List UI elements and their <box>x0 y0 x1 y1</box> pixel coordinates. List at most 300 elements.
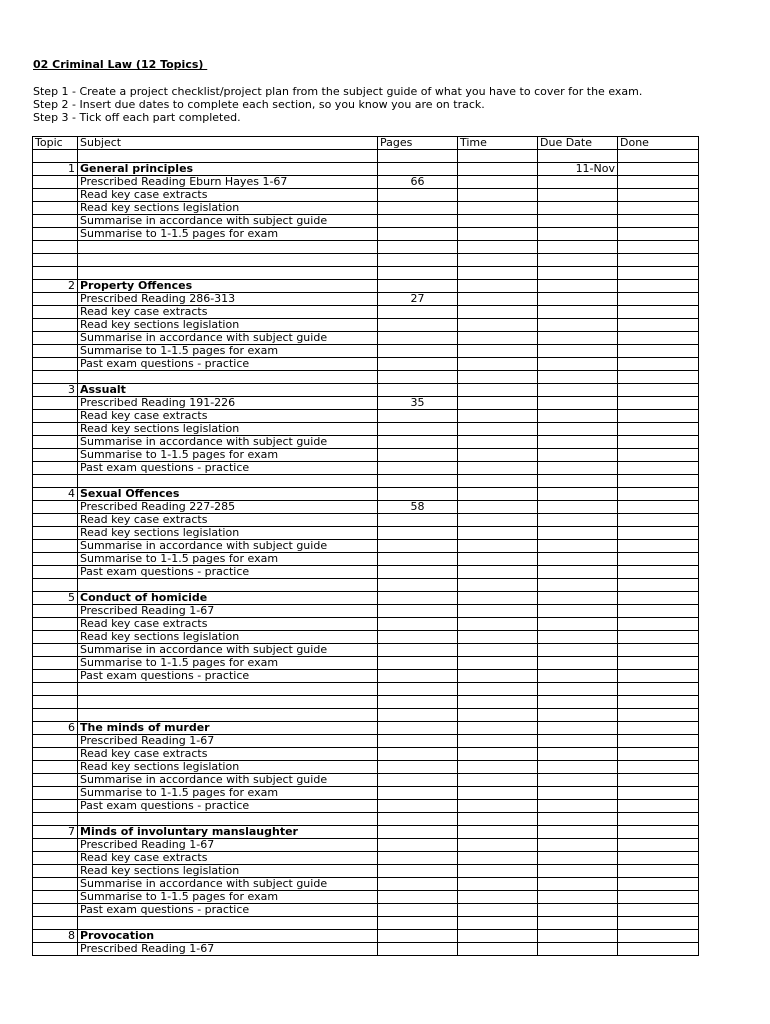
due-date-cell[interactable] <box>538 423 618 436</box>
topic-cell[interactable] <box>33 865 78 878</box>
pages-cell[interactable] <box>378 709 458 722</box>
subject-cell[interactable] <box>78 683 378 696</box>
topic-cell[interactable] <box>33 761 78 774</box>
time-cell[interactable] <box>458 228 538 241</box>
subject-cell[interactable]: Past exam questions - practice <box>78 462 378 475</box>
pages-cell[interactable] <box>378 358 458 371</box>
done-cell[interactable] <box>618 267 699 280</box>
time-cell[interactable] <box>458 527 538 540</box>
time-cell[interactable] <box>458 397 538 410</box>
due-date-cell[interactable] <box>538 371 618 384</box>
done-cell[interactable] <box>618 696 699 709</box>
pages-cell[interactable]: 35 <box>378 397 458 410</box>
pages-cell[interactable] <box>378 605 458 618</box>
done-cell[interactable] <box>618 280 699 293</box>
pages-cell[interactable] <box>378 943 458 956</box>
done-cell[interactable] <box>618 345 699 358</box>
subject-cell[interactable]: Past exam questions - practice <box>78 670 378 683</box>
pages-cell[interactable] <box>378 904 458 917</box>
pages-cell[interactable] <box>378 163 458 176</box>
time-cell[interactable] <box>458 735 538 748</box>
due-date-cell[interactable] <box>538 293 618 306</box>
subject-cell[interactable]: Read key case extracts <box>78 306 378 319</box>
time-cell[interactable] <box>458 592 538 605</box>
subject-cell[interactable]: Summarise in accordance with subject guide <box>78 215 378 228</box>
due-date-cell[interactable] <box>538 592 618 605</box>
pages-cell[interactable] <box>378 683 458 696</box>
pages-cell[interactable] <box>378 566 458 579</box>
topic-cell[interactable] <box>33 410 78 423</box>
topic-cell[interactable] <box>33 228 78 241</box>
pages-cell[interactable] <box>378 306 458 319</box>
topic-cell[interactable] <box>33 709 78 722</box>
topic-cell[interactable]: 6 <box>33 722 78 735</box>
done-cell[interactable] <box>618 163 699 176</box>
topic-cell[interactable] <box>33 904 78 917</box>
pages-cell[interactable] <box>378 332 458 345</box>
done-cell[interactable] <box>618 722 699 735</box>
time-cell[interactable] <box>458 163 538 176</box>
due-date-cell[interactable] <box>538 865 618 878</box>
due-date-cell[interactable] <box>538 436 618 449</box>
done-cell[interactable] <box>618 189 699 202</box>
done-cell[interactable] <box>618 527 699 540</box>
subject-cell[interactable]: Summarise to 1-1.5 pages for exam <box>78 787 378 800</box>
pages-cell[interactable] <box>378 514 458 527</box>
due-date-cell[interactable] <box>538 267 618 280</box>
pages-cell[interactable] <box>378 839 458 852</box>
done-cell[interactable] <box>618 774 699 787</box>
done-cell[interactable] <box>618 605 699 618</box>
pages-cell[interactable] <box>378 436 458 449</box>
time-cell[interactable] <box>458 943 538 956</box>
pages-cell[interactable] <box>378 696 458 709</box>
pages-cell[interactable] <box>378 228 458 241</box>
done-cell[interactable] <box>618 449 699 462</box>
subject-cell[interactable]: Summarise to 1-1.5 pages for exam <box>78 657 378 670</box>
pages-cell[interactable] <box>378 774 458 787</box>
pages-cell[interactable] <box>378 553 458 566</box>
done-cell[interactable] <box>618 735 699 748</box>
pages-cell[interactable]: 27 <box>378 293 458 306</box>
due-date-cell[interactable] <box>538 891 618 904</box>
topic-cell[interactable] <box>33 319 78 332</box>
subject-cell[interactable] <box>78 696 378 709</box>
topic-cell[interactable]: 8 <box>33 930 78 943</box>
done-cell[interactable] <box>618 228 699 241</box>
subject-cell[interactable] <box>78 709 378 722</box>
topic-cell[interactable] <box>33 150 78 163</box>
due-date-cell[interactable] <box>538 241 618 254</box>
topic-cell[interactable]: 2 <box>33 280 78 293</box>
done-cell[interactable] <box>618 839 699 852</box>
time-cell[interactable] <box>458 254 538 267</box>
due-date-cell[interactable] <box>538 930 618 943</box>
topic-cell[interactable]: 7 <box>33 826 78 839</box>
done-cell[interactable] <box>618 241 699 254</box>
due-date-cell[interactable] <box>538 917 618 930</box>
time-cell[interactable] <box>458 657 538 670</box>
topic-cell[interactable]: 3 <box>33 384 78 397</box>
done-cell[interactable] <box>618 644 699 657</box>
subject-cell[interactable]: Assualt <box>78 384 378 397</box>
pages-cell[interactable] <box>378 202 458 215</box>
subject-cell[interactable]: Read key case extracts <box>78 189 378 202</box>
topic-cell[interactable]: 1 <box>33 163 78 176</box>
time-cell[interactable] <box>458 709 538 722</box>
pages-cell[interactable] <box>378 878 458 891</box>
pages-cell[interactable] <box>378 670 458 683</box>
time-cell[interactable] <box>458 787 538 800</box>
done-cell[interactable] <box>618 917 699 930</box>
done-cell[interactable] <box>618 384 699 397</box>
pages-cell[interactable] <box>378 787 458 800</box>
time-cell[interactable] <box>458 345 538 358</box>
subject-cell[interactable]: Summarise to 1-1.5 pages for exam <box>78 228 378 241</box>
topic-cell[interactable] <box>33 176 78 189</box>
subject-cell[interactable]: Summarise in accordance with subject guide <box>78 878 378 891</box>
pages-cell[interactable] <box>378 865 458 878</box>
pages-cell[interactable] <box>378 423 458 436</box>
time-cell[interactable] <box>458 449 538 462</box>
done-cell[interactable] <box>618 553 699 566</box>
pages-cell[interactable] <box>378 930 458 943</box>
subject-cell[interactable]: Past exam questions - practice <box>78 566 378 579</box>
done-cell[interactable] <box>618 423 699 436</box>
subject-cell[interactable]: Read key case extracts <box>78 618 378 631</box>
subject-cell[interactable]: Prescribed Reading 227-285 <box>78 501 378 514</box>
done-cell[interactable] <box>618 332 699 345</box>
time-cell[interactable] <box>458 904 538 917</box>
pages-cell[interactable] <box>378 592 458 605</box>
subject-cell[interactable]: Read key sections legislation <box>78 527 378 540</box>
due-date-cell[interactable] <box>538 397 618 410</box>
due-date-cell[interactable] <box>538 306 618 319</box>
pages-cell[interactable] <box>378 241 458 254</box>
time-cell[interactable] <box>458 930 538 943</box>
topic-cell[interactable] <box>33 553 78 566</box>
subject-cell[interactable] <box>78 150 378 163</box>
done-cell[interactable] <box>618 540 699 553</box>
due-date-cell[interactable] <box>538 722 618 735</box>
done-cell[interactable] <box>618 215 699 228</box>
due-date-cell[interactable] <box>538 358 618 371</box>
done-cell[interactable] <box>618 852 699 865</box>
subject-cell[interactable]: Read key sections legislation <box>78 631 378 644</box>
topic-cell[interactable] <box>33 202 78 215</box>
pages-cell[interactable] <box>378 748 458 761</box>
due-date-cell[interactable] <box>538 709 618 722</box>
time-cell[interactable] <box>458 618 538 631</box>
due-date-cell[interactable] <box>538 150 618 163</box>
pages-cell[interactable] <box>378 631 458 644</box>
subject-cell[interactable]: Read key sections legislation <box>78 319 378 332</box>
done-cell[interactable] <box>618 514 699 527</box>
due-date-cell[interactable] <box>538 228 618 241</box>
subject-cell[interactable]: Summarise to 1-1.5 pages for exam <box>78 345 378 358</box>
due-date-cell[interactable] <box>538 696 618 709</box>
subject-cell[interactable] <box>78 579 378 592</box>
time-cell[interactable] <box>458 332 538 345</box>
due-date-cell[interactable] <box>538 826 618 839</box>
done-cell[interactable] <box>618 618 699 631</box>
topic-cell[interactable] <box>33 241 78 254</box>
subject-cell[interactable]: Read key sections legislation <box>78 761 378 774</box>
time-cell[interactable] <box>458 826 538 839</box>
due-date-cell[interactable] <box>538 761 618 774</box>
due-date-cell[interactable] <box>538 657 618 670</box>
done-cell[interactable] <box>618 865 699 878</box>
due-date-cell[interactable] <box>538 670 618 683</box>
topic-cell[interactable] <box>33 774 78 787</box>
due-date-cell[interactable] <box>538 631 618 644</box>
time-cell[interactable] <box>458 358 538 371</box>
done-cell[interactable] <box>618 631 699 644</box>
pages-cell[interactable]: 58 <box>378 501 458 514</box>
due-date-cell[interactable] <box>538 579 618 592</box>
done-cell[interactable] <box>618 150 699 163</box>
time-cell[interactable] <box>458 891 538 904</box>
done-cell[interactable] <box>618 501 699 514</box>
subject-cell[interactable]: Read key case extracts <box>78 748 378 761</box>
due-date-cell[interactable] <box>538 683 618 696</box>
topic-cell[interactable]: 5 <box>33 592 78 605</box>
subject-cell[interactable]: Summarise in accordance with subject guide <box>78 540 378 553</box>
pages-cell[interactable] <box>378 826 458 839</box>
time-cell[interactable] <box>458 644 538 657</box>
topic-cell[interactable] <box>33 514 78 527</box>
subject-cell[interactable]: Summarise in accordance with subject guide <box>78 644 378 657</box>
pages-cell[interactable] <box>378 917 458 930</box>
topic-cell[interactable] <box>33 527 78 540</box>
subject-cell[interactable] <box>78 371 378 384</box>
time-cell[interactable] <box>458 579 538 592</box>
done-cell[interactable] <box>618 683 699 696</box>
time-cell[interactable] <box>458 176 538 189</box>
due-date-cell[interactable] <box>538 566 618 579</box>
pages-cell[interactable] <box>378 280 458 293</box>
due-date-cell[interactable] <box>538 540 618 553</box>
pages-cell[interactable] <box>378 449 458 462</box>
subject-cell[interactable]: Summarise in accordance with subject guide <box>78 332 378 345</box>
time-cell[interactable] <box>458 917 538 930</box>
pages-cell[interactable] <box>378 722 458 735</box>
due-date-cell[interactable] <box>538 332 618 345</box>
topic-cell[interactable] <box>33 475 78 488</box>
done-cell[interactable] <box>618 306 699 319</box>
subject-cell[interactable]: Summarise to 1-1.5 pages for exam <box>78 891 378 904</box>
time-cell[interactable] <box>458 462 538 475</box>
pages-cell[interactable] <box>378 150 458 163</box>
time-cell[interactable] <box>458 540 538 553</box>
due-date-cell[interactable] <box>538 254 618 267</box>
time-cell[interactable] <box>458 683 538 696</box>
pages-cell[interactable] <box>378 540 458 553</box>
pages-cell[interactable] <box>378 254 458 267</box>
topic-cell[interactable] <box>33 189 78 202</box>
due-date-cell[interactable] <box>538 202 618 215</box>
pages-cell[interactable] <box>378 345 458 358</box>
done-cell[interactable] <box>618 878 699 891</box>
subject-cell[interactable]: Past exam questions - practice <box>78 800 378 813</box>
time-cell[interactable] <box>458 384 538 397</box>
time-cell[interactable] <box>458 553 538 566</box>
topic-cell[interactable] <box>33 501 78 514</box>
done-cell[interactable] <box>618 202 699 215</box>
subject-cell[interactable]: Summarise in accordance with subject guide <box>78 436 378 449</box>
pages-cell[interactable] <box>378 371 458 384</box>
topic-cell[interactable] <box>33 215 78 228</box>
topic-cell[interactable] <box>33 787 78 800</box>
due-date-cell[interactable] <box>538 384 618 397</box>
due-date-cell[interactable] <box>538 215 618 228</box>
time-cell[interactable] <box>458 878 538 891</box>
pages-cell[interactable]: 66 <box>378 176 458 189</box>
due-date-cell[interactable] <box>538 735 618 748</box>
done-cell[interactable] <box>618 657 699 670</box>
topic-cell[interactable] <box>33 293 78 306</box>
topic-cell[interactable] <box>33 397 78 410</box>
time-cell[interactable] <box>458 761 538 774</box>
pages-cell[interactable] <box>378 215 458 228</box>
pages-cell[interactable] <box>378 852 458 865</box>
done-cell[interactable] <box>618 371 699 384</box>
time-cell[interactable] <box>458 670 538 683</box>
due-date-cell[interactable] <box>538 501 618 514</box>
due-date-cell[interactable]: 11-Nov <box>538 163 618 176</box>
topic-cell[interactable] <box>33 657 78 670</box>
topic-cell[interactable] <box>33 254 78 267</box>
time-cell[interactable] <box>458 514 538 527</box>
done-cell[interactable] <box>618 254 699 267</box>
topic-cell[interactable] <box>33 618 78 631</box>
done-cell[interactable] <box>618 904 699 917</box>
pages-cell[interactable] <box>378 267 458 280</box>
done-cell[interactable] <box>618 930 699 943</box>
subject-cell[interactable]: Conduct of homicide <box>78 592 378 605</box>
time-cell[interactable] <box>458 202 538 215</box>
time-cell[interactable] <box>458 215 538 228</box>
subject-cell[interactable]: Read key case extracts <box>78 852 378 865</box>
subject-cell[interactable]: Prescribed Reading 191-226 <box>78 397 378 410</box>
topic-cell[interactable] <box>33 449 78 462</box>
subject-cell[interactable]: Read key case extracts <box>78 410 378 423</box>
time-cell[interactable] <box>458 306 538 319</box>
done-cell[interactable] <box>618 358 699 371</box>
subject-cell[interactable] <box>78 241 378 254</box>
topic-cell[interactable] <box>33 683 78 696</box>
time-cell[interactable] <box>458 423 538 436</box>
due-date-cell[interactable] <box>538 514 618 527</box>
topic-cell[interactable] <box>33 891 78 904</box>
time-cell[interactable] <box>458 839 538 852</box>
due-date-cell[interactable] <box>538 852 618 865</box>
time-cell[interactable] <box>458 475 538 488</box>
time-cell[interactable] <box>458 280 538 293</box>
time-cell[interactable] <box>458 696 538 709</box>
due-date-cell[interactable] <box>538 774 618 787</box>
topic-cell[interactable] <box>33 813 78 826</box>
due-date-cell[interactable] <box>538 176 618 189</box>
subject-cell[interactable]: Provocation <box>78 930 378 943</box>
subject-cell[interactable]: Minds of involuntary manslaughter <box>78 826 378 839</box>
time-cell[interactable] <box>458 488 538 501</box>
due-date-cell[interactable] <box>538 813 618 826</box>
done-cell[interactable] <box>618 943 699 956</box>
time-cell[interactable] <box>458 566 538 579</box>
done-cell[interactable] <box>618 800 699 813</box>
time-cell[interactable] <box>458 410 538 423</box>
pages-cell[interactable] <box>378 189 458 202</box>
due-date-cell[interactable] <box>538 553 618 566</box>
done-cell[interactable] <box>618 176 699 189</box>
time-cell[interactable] <box>458 865 538 878</box>
due-date-cell[interactable] <box>538 345 618 358</box>
pages-cell[interactable] <box>378 488 458 501</box>
time-cell[interactable] <box>458 319 538 332</box>
due-date-cell[interactable] <box>538 410 618 423</box>
subject-cell[interactable]: Read key sections legislation <box>78 202 378 215</box>
done-cell[interactable] <box>618 891 699 904</box>
subject-cell[interactable] <box>78 254 378 267</box>
subject-cell[interactable] <box>78 917 378 930</box>
done-cell[interactable] <box>618 592 699 605</box>
subject-cell[interactable]: Read key sections legislation <box>78 865 378 878</box>
pages-cell[interactable] <box>378 800 458 813</box>
subject-cell[interactable]: Sexual Offences <box>78 488 378 501</box>
topic-cell[interactable] <box>33 540 78 553</box>
subject-cell[interactable]: Property Offences <box>78 280 378 293</box>
time-cell[interactable] <box>458 774 538 787</box>
time-cell[interactable] <box>458 852 538 865</box>
done-cell[interactable] <box>618 488 699 501</box>
time-cell[interactable] <box>458 436 538 449</box>
time-cell[interactable] <box>458 189 538 202</box>
time-cell[interactable] <box>458 150 538 163</box>
pages-cell[interactable] <box>378 527 458 540</box>
pages-cell[interactable] <box>378 618 458 631</box>
due-date-cell[interactable] <box>538 189 618 202</box>
due-date-cell[interactable] <box>538 878 618 891</box>
topic-cell[interactable] <box>33 696 78 709</box>
done-cell[interactable] <box>618 787 699 800</box>
due-date-cell[interactable] <box>538 462 618 475</box>
subject-cell[interactable]: Prescribed Reading 1-67 <box>78 735 378 748</box>
due-date-cell[interactable] <box>538 800 618 813</box>
subject-cell[interactable] <box>78 475 378 488</box>
subject-cell[interactable]: Summarise to 1-1.5 pages for exam <box>78 449 378 462</box>
due-date-cell[interactable] <box>538 787 618 800</box>
pages-cell[interactable] <box>378 761 458 774</box>
time-cell[interactable] <box>458 267 538 280</box>
pages-cell[interactable] <box>378 891 458 904</box>
done-cell[interactable] <box>618 670 699 683</box>
time-cell[interactable] <box>458 722 538 735</box>
topic-cell[interactable] <box>33 566 78 579</box>
subject-cell[interactable]: Prescribed Reading 1-67 <box>78 943 378 956</box>
topic-cell[interactable] <box>33 917 78 930</box>
topic-cell[interactable] <box>33 644 78 657</box>
done-cell[interactable] <box>618 709 699 722</box>
due-date-cell[interactable] <box>538 475 618 488</box>
subject-cell[interactable] <box>78 813 378 826</box>
done-cell[interactable] <box>618 397 699 410</box>
done-cell[interactable] <box>618 748 699 761</box>
due-date-cell[interactable] <box>538 839 618 852</box>
due-date-cell[interactable] <box>538 280 618 293</box>
time-cell[interactable] <box>458 371 538 384</box>
done-cell[interactable] <box>618 813 699 826</box>
